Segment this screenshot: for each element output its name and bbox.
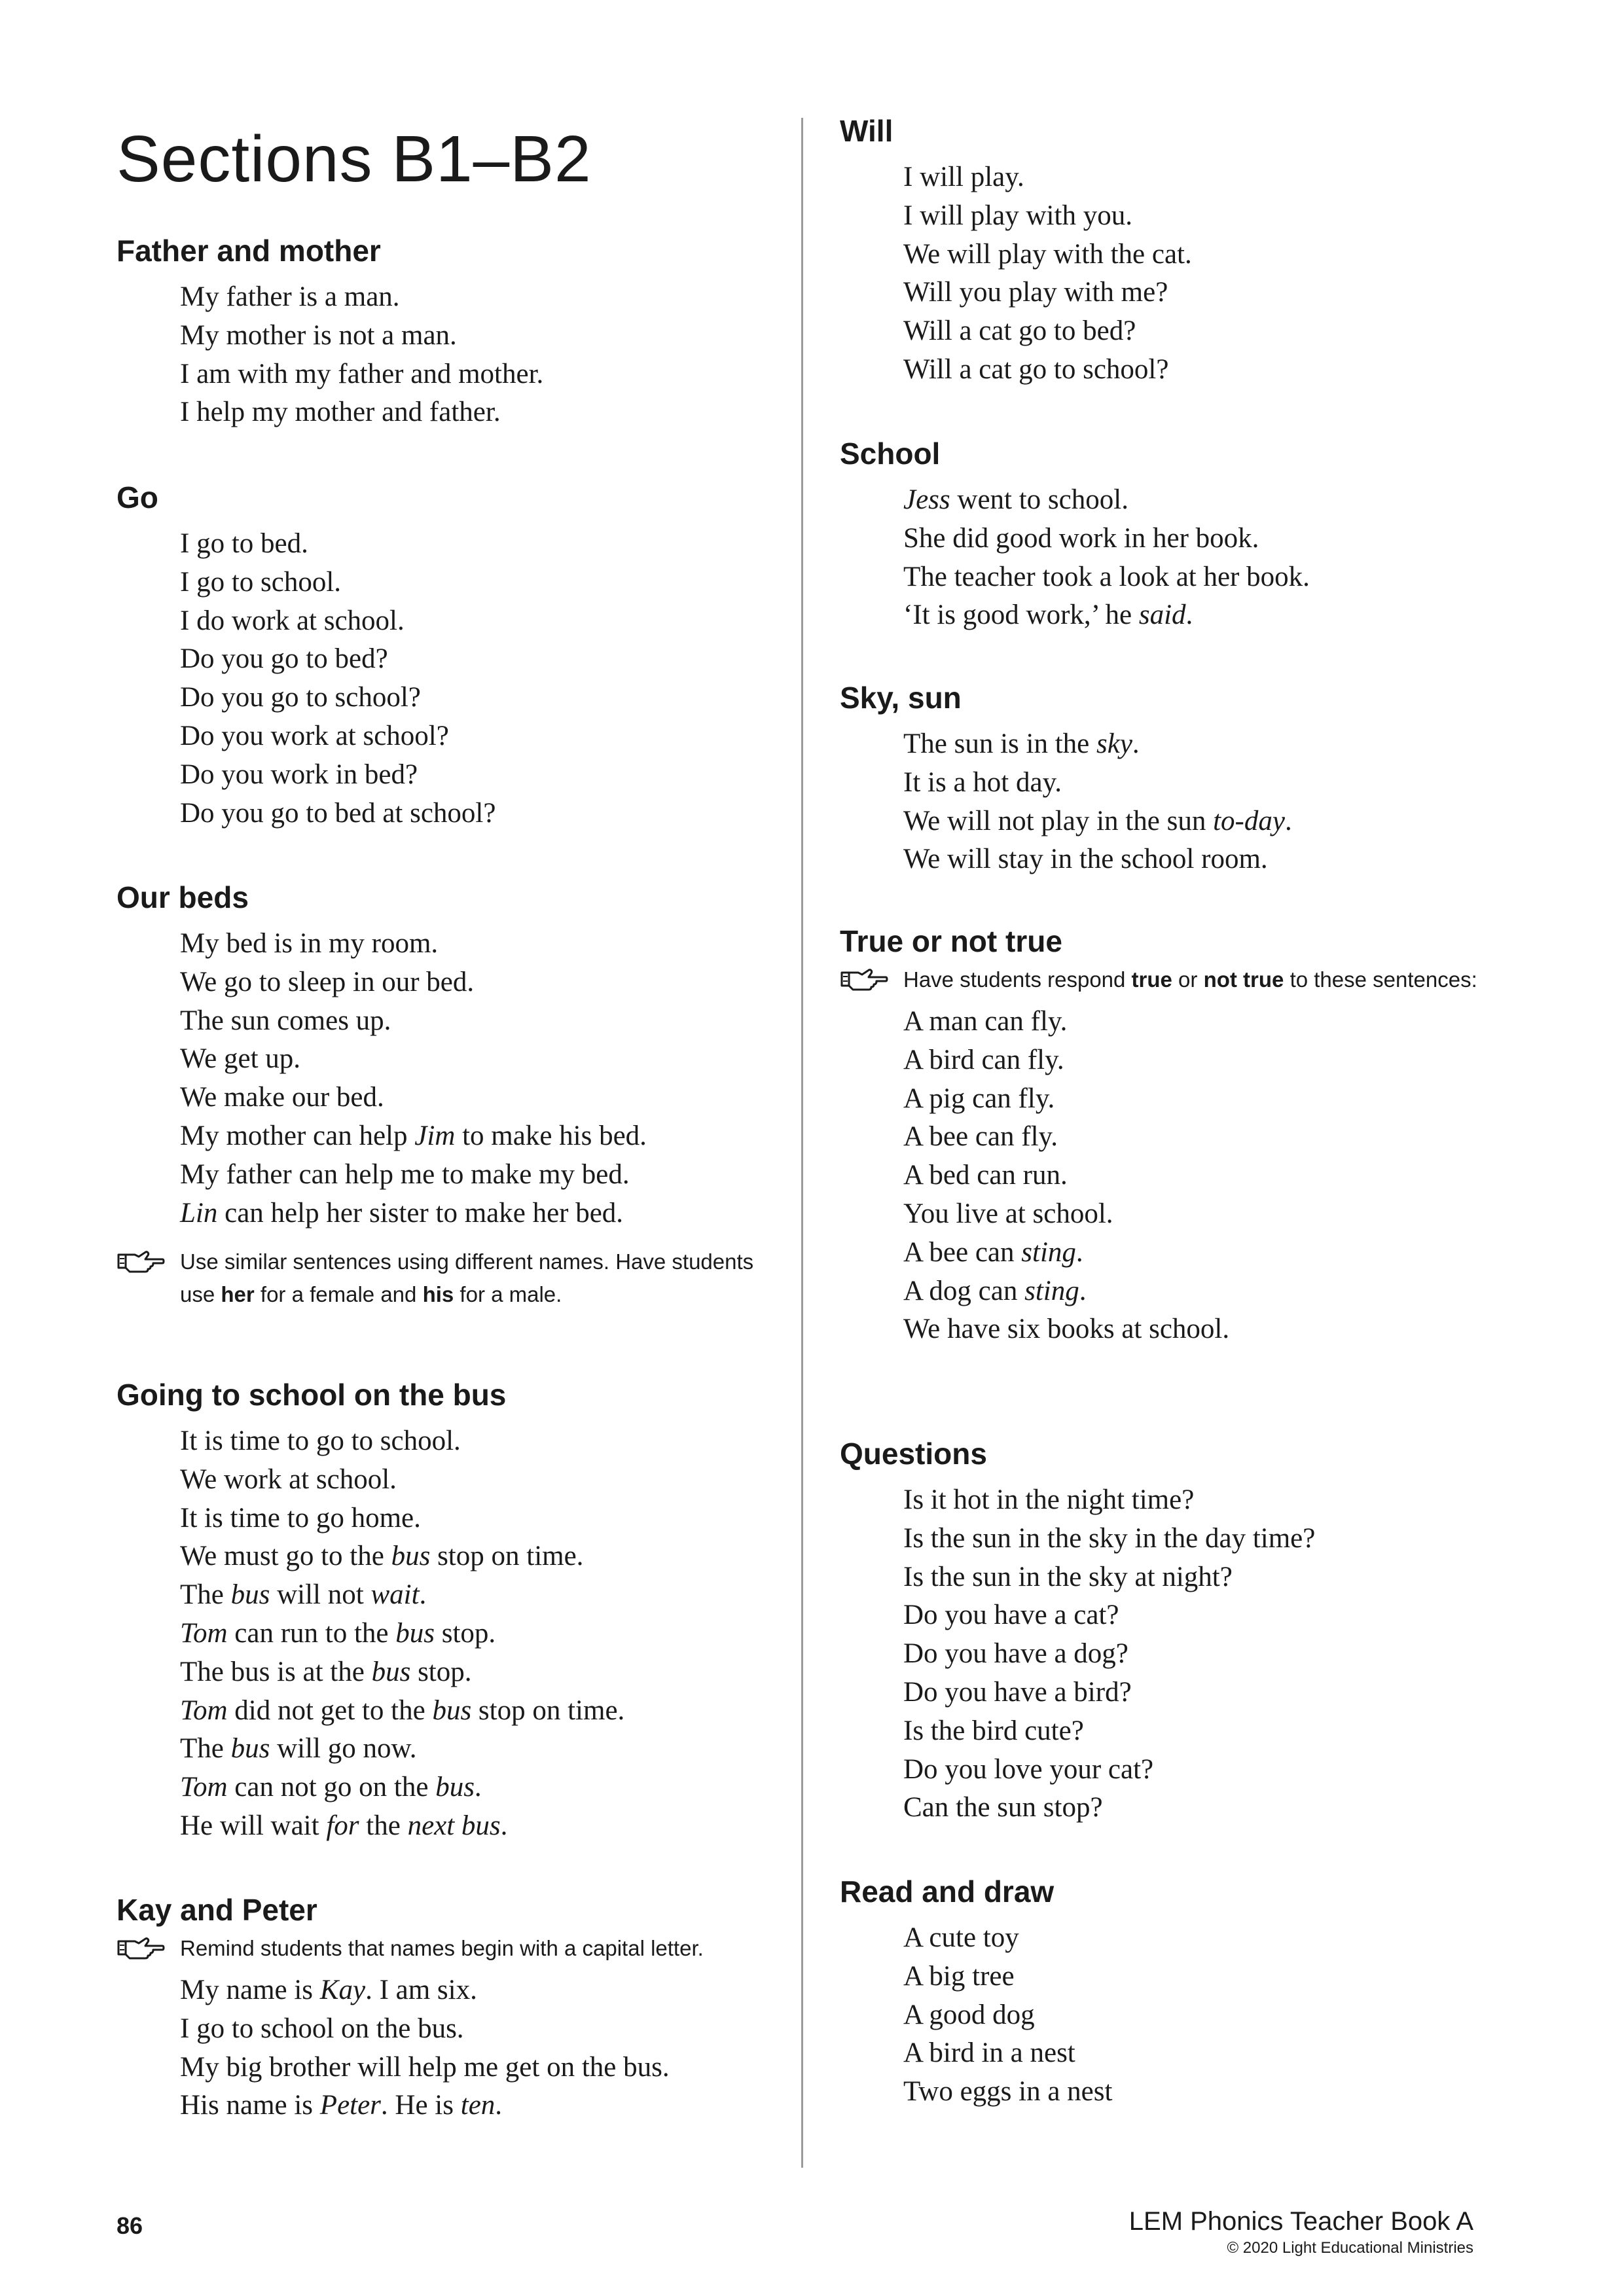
sentence: We go to sleep in our bed. bbox=[180, 966, 475, 997]
sentence bbox=[180, 1615, 771, 1653]
sentence: We will play with the cat. bbox=[903, 238, 1192, 270]
sentence: A cute toy bbox=[903, 1922, 1019, 1953]
text: . bbox=[500, 1810, 508, 1841]
note-text bbox=[180, 1246, 771, 1311]
text: . I am six. bbox=[365, 1975, 477, 2005]
sentence: It is time to go home. bbox=[180, 1502, 421, 1534]
italic-word: sting bbox=[1024, 1275, 1079, 1306]
note-text: Remind students that names begin with a capital letter. bbox=[180, 1936, 704, 1960]
bold-word: his bbox=[422, 1282, 454, 1307]
pointing-hand-icon bbox=[840, 963, 888, 994]
italic-word: sky bbox=[1096, 728, 1132, 759]
section-heading: Kay and Peter bbox=[117, 1893, 317, 1927]
sentence: Two eggs in a nest bbox=[903, 2076, 1113, 2108]
sentence: Do you have a bird? bbox=[903, 1676, 1132, 1708]
sentence: Will you play with me? bbox=[903, 277, 1168, 308]
text: The bbox=[180, 1579, 231, 1611]
text: will not bbox=[270, 1579, 371, 1611]
section-heading: Will bbox=[840, 114, 893, 148]
section-kay-and-peter bbox=[117, 1892, 771, 2125]
name-italic: Tom bbox=[180, 1772, 228, 1803]
sentence bbox=[180, 1768, 771, 1807]
sentence: It is time to go to school. bbox=[180, 1426, 461, 1456]
text: We must go to the bbox=[180, 1541, 391, 1572]
section-heading: Read and draw bbox=[840, 1874, 1055, 1909]
text: . bbox=[1079, 1275, 1087, 1306]
text: can not go on the bbox=[227, 1772, 436, 1803]
pointing-hand-icon bbox=[117, 1246, 165, 1276]
pointing-hand-icon bbox=[117, 1932, 165, 1962]
sentence: Do you have a dog? bbox=[903, 1638, 1128, 1670]
sentence: Do you go to school? bbox=[180, 682, 421, 713]
sentence: Do you go to bed at school? bbox=[180, 797, 496, 829]
name-italic: Kay bbox=[319, 1975, 366, 2005]
text: He will wait bbox=[180, 1810, 327, 1841]
sentence: Can the sun stop? bbox=[903, 1792, 1103, 1823]
section-heading: Father and mother bbox=[117, 234, 381, 268]
sentence: You live at school. bbox=[903, 1198, 1113, 1229]
name-italic: Tom bbox=[180, 1695, 228, 1726]
sentence: I go to bed. bbox=[180, 528, 308, 559]
sentence bbox=[180, 1653, 771, 1692]
text: . bbox=[1075, 1236, 1083, 1268]
name-italic: Peter bbox=[319, 2090, 381, 2121]
italic-word: bus bbox=[391, 1541, 431, 1572]
text: . He is bbox=[380, 2090, 461, 2121]
sentence bbox=[903, 596, 1494, 635]
text: A dog can bbox=[903, 1275, 1025, 1306]
text: Use similar sentences using different names. Have students use bbox=[180, 1249, 754, 1307]
sentence bbox=[180, 1117, 771, 1156]
text: the bbox=[359, 1810, 408, 1841]
sentence: I go to school on the bus. bbox=[180, 2013, 464, 2044]
sentence: We get up. bbox=[180, 1043, 301, 1075]
name-italic: Jess bbox=[903, 484, 950, 515]
sentence: A pig can fly. bbox=[903, 1083, 1055, 1114]
sentence-list bbox=[180, 525, 771, 833]
sentence-list bbox=[903, 1003, 1494, 1349]
sentence: My big brother will help me get on the bus. bbox=[180, 2051, 670, 2083]
book-title: LEM Phonics Teacher Book A bbox=[1128, 2207, 1473, 2236]
text: will go now. bbox=[270, 1733, 417, 1765]
text: to make his bed. bbox=[455, 1120, 647, 1151]
section-heading: Sky, sun bbox=[840, 681, 962, 715]
name-italic: Lin bbox=[180, 1197, 218, 1229]
text: went to school. bbox=[950, 484, 1128, 515]
italic-word: bus bbox=[432, 1695, 472, 1726]
sentence: Is the bird cute? bbox=[903, 1715, 1084, 1746]
sentence: It is a hot day. bbox=[903, 766, 1062, 798]
section-go bbox=[117, 479, 771, 833]
italic-word: bus bbox=[230, 1733, 270, 1765]
sentence: Do you go to bed? bbox=[180, 643, 388, 675]
sentence: I help my mother and father. bbox=[180, 397, 501, 428]
sentence: A bed can run. bbox=[903, 1160, 1068, 1191]
sentence: I will play with you. bbox=[903, 200, 1132, 231]
italic-word: ten bbox=[460, 2090, 496, 2121]
section-father-and-mother bbox=[117, 232, 771, 432]
sentence: A man can fly. bbox=[903, 1006, 1068, 1037]
teacher-note bbox=[117, 1246, 771, 1311]
text: ‘It is good work,’ he bbox=[903, 600, 1139, 631]
sentence bbox=[903, 1272, 1494, 1311]
text: for a male. bbox=[454, 1282, 562, 1307]
text: . bbox=[474, 1772, 482, 1803]
text: . bbox=[419, 1579, 427, 1611]
sentence: We work at school. bbox=[180, 1463, 397, 1495]
text: stop. bbox=[410, 1656, 472, 1687]
text: can help her sister to make her bed. bbox=[217, 1197, 624, 1229]
sentence bbox=[180, 1194, 771, 1233]
note-text bbox=[903, 963, 1494, 996]
sentence: The teacher took a look at her book. bbox=[903, 561, 1310, 592]
bold-word: not true bbox=[1203, 967, 1284, 992]
section-will bbox=[840, 113, 1494, 389]
italic-word: bus bbox=[395, 1617, 435, 1649]
text: The bbox=[180, 1733, 231, 1765]
sentence-list bbox=[903, 481, 1494, 635]
sentence-list bbox=[180, 1971, 771, 2125]
text: We will not play in the sun bbox=[903, 805, 1214, 836]
italic-word: to-day bbox=[1213, 805, 1285, 836]
sentence-list bbox=[180, 925, 771, 1232]
section-true-or-not-true bbox=[840, 923, 1494, 1349]
section-heading: Our beds bbox=[117, 880, 249, 914]
sentence: We make our bed. bbox=[180, 1082, 384, 1113]
italic-word: for bbox=[326, 1810, 359, 1841]
sentence: We have six books at school. bbox=[903, 1314, 1230, 1345]
text: stop on time. bbox=[430, 1541, 584, 1572]
sentence: A good dog bbox=[903, 1999, 1035, 2030]
sentence: A bird in a nest bbox=[903, 2037, 1075, 2069]
sentence bbox=[180, 1807, 771, 1846]
sentence: The sun comes up. bbox=[180, 1005, 391, 1036]
sentence-list bbox=[903, 1919, 1494, 2111]
page-number: 86 bbox=[117, 2212, 143, 2239]
text: . bbox=[1185, 600, 1193, 631]
sentence bbox=[180, 1971, 771, 2010]
sentence-list bbox=[180, 1422, 771, 1846]
sentence bbox=[903, 481, 1494, 520]
text: did not get to the bbox=[227, 1695, 433, 1726]
sentence: Will a cat go to bed? bbox=[903, 315, 1136, 347]
sentence bbox=[903, 1234, 1494, 1272]
text: His name is bbox=[180, 2090, 320, 2121]
section-read-and-draw bbox=[840, 1873, 1494, 2111]
text: The sun is in the bbox=[903, 728, 1096, 759]
copyright: © 2020 Light Educational Ministries bbox=[1227, 2239, 1473, 2257]
section-heading: Go bbox=[117, 480, 158, 514]
text: My name is bbox=[180, 1975, 320, 2005]
sentence: My father is a man. bbox=[180, 281, 400, 312]
footer-book-info bbox=[1129, 2207, 1473, 2257]
sentence: My mother is not a man. bbox=[180, 319, 457, 351]
sentence: Do you work at school? bbox=[180, 720, 449, 751]
italic-word: sting bbox=[1021, 1236, 1076, 1268]
sentence: She did good work in her book. bbox=[903, 522, 1259, 554]
text: stop. bbox=[435, 1617, 496, 1649]
text: stop on time. bbox=[471, 1695, 625, 1726]
section-heading: Going to school on the bus bbox=[117, 1378, 507, 1412]
sentence: A bee can fly. bbox=[903, 1121, 1058, 1153]
italic-word: wait bbox=[370, 1579, 420, 1611]
text: The bus is at the bbox=[180, 1656, 372, 1687]
sentence bbox=[903, 725, 1494, 764]
sentence-list bbox=[903, 158, 1494, 389]
sentence: Is it hot in the night time? bbox=[903, 1484, 1195, 1515]
sentence bbox=[180, 1537, 771, 1576]
teacher-note bbox=[840, 963, 1494, 996]
sentence: A bird can fly. bbox=[903, 1044, 1064, 1075]
sentence bbox=[180, 1576, 771, 1615]
sentence: I am with my father and mother. bbox=[180, 358, 544, 389]
section-going-to-school-on-the-bus bbox=[117, 1376, 771, 1846]
text: A bee can bbox=[903, 1236, 1022, 1268]
sentence-list bbox=[903, 725, 1494, 879]
sentence: Will a cat go to school? bbox=[903, 353, 1169, 385]
sentence-list bbox=[180, 278, 771, 432]
text: . bbox=[1284, 805, 1292, 836]
italic-word: bus bbox=[435, 1772, 475, 1803]
sentence: A big tree bbox=[903, 1960, 1015, 1992]
section-questions bbox=[840, 1435, 1494, 1827]
text: . bbox=[495, 2090, 503, 2121]
teacher-note bbox=[117, 1932, 771, 1965]
sentence: Is the sun in the sky in the day time? bbox=[903, 1522, 1316, 1554]
sentence: Do you have a cat? bbox=[903, 1600, 1119, 1631]
text: to these sentences: bbox=[1284, 967, 1477, 992]
sentence: My father can help me to make my bed. bbox=[180, 1158, 630, 1190]
sentence: I will play. bbox=[903, 162, 1024, 192]
section-heading: School bbox=[840, 437, 941, 471]
sentence: Is the sun in the sky at night? bbox=[903, 1561, 1233, 1592]
sentence: My bed is in my room. bbox=[180, 928, 439, 959]
text: for a female and bbox=[254, 1282, 423, 1307]
italic-word: bus bbox=[230, 1579, 270, 1611]
text: or bbox=[1172, 967, 1204, 992]
column-divider bbox=[801, 118, 803, 2168]
page-title: Sections B1–B2 bbox=[117, 122, 592, 196]
section-school bbox=[840, 435, 1494, 635]
sentence: Do you work in bed? bbox=[180, 759, 418, 790]
sentence bbox=[180, 1692, 771, 1731]
text: . bbox=[1132, 728, 1140, 759]
name-italic: Jim bbox=[414, 1120, 456, 1151]
text: Have students respond bbox=[903, 967, 1132, 992]
italic-word: bus bbox=[371, 1656, 411, 1687]
text: My mother can help bbox=[180, 1120, 415, 1151]
italic-word: said bbox=[1138, 600, 1186, 631]
name-italic: Tom bbox=[180, 1617, 228, 1649]
sentence: We will stay in the school room. bbox=[903, 844, 1268, 875]
section-sky-sun bbox=[840, 679, 1494, 879]
sentence: I go to school. bbox=[180, 566, 342, 598]
text: can run to the bbox=[227, 1617, 396, 1649]
italic-word: next bus bbox=[407, 1810, 501, 1841]
sentence-list bbox=[903, 1481, 1494, 1827]
sentence bbox=[180, 1730, 771, 1768]
bold-word: her bbox=[221, 1282, 255, 1307]
sentence: Do you love your cat? bbox=[903, 1753, 1154, 1785]
section-heading: Questions bbox=[840, 1437, 987, 1471]
sentence bbox=[180, 2087, 771, 2125]
sentence bbox=[903, 802, 1494, 841]
section-heading: True or not true bbox=[840, 924, 1062, 958]
sentence: I do work at school. bbox=[180, 605, 405, 636]
section-our-beds bbox=[117, 879, 771, 1311]
bold-word: true bbox=[1131, 967, 1172, 992]
